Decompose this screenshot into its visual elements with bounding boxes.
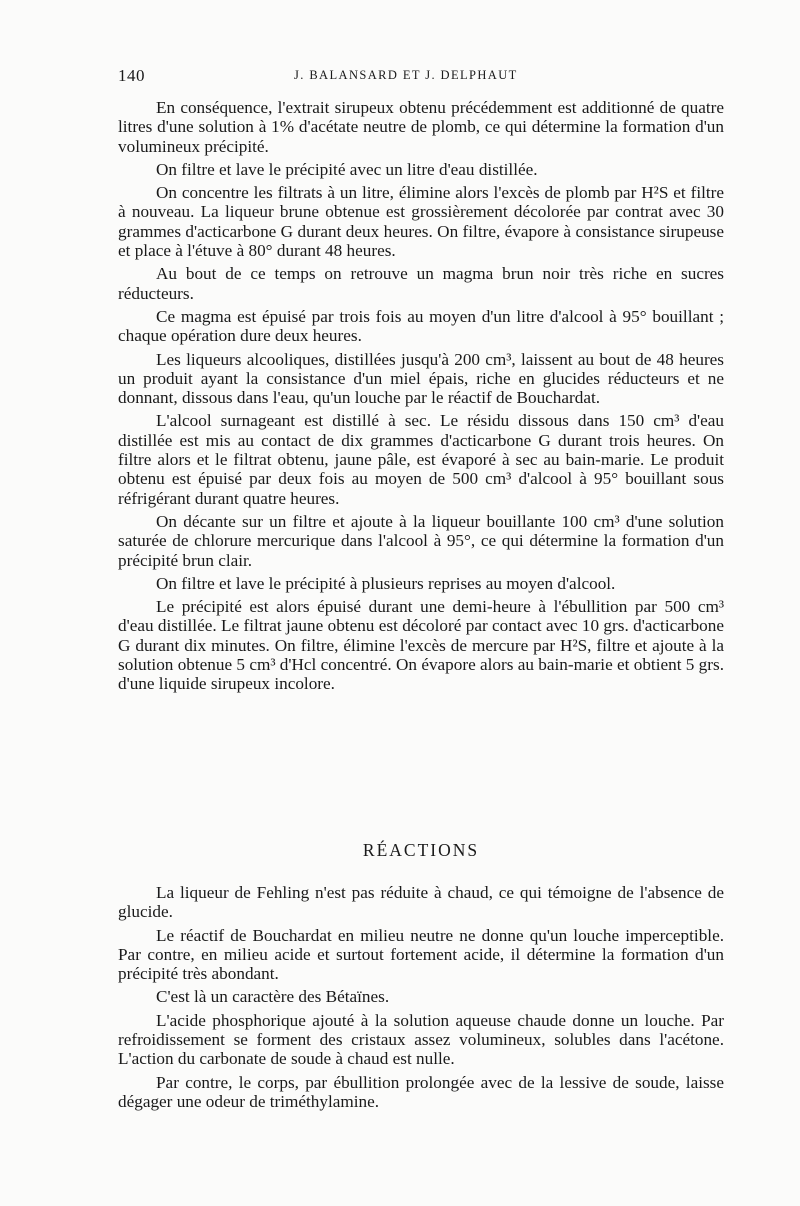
paragraph: En conséquence, l'extrait sirupeux obtenu précédemment est additionné de quatre litres d'une solution à 1% d'acétate neutre de plomb, ce qui détermine la formation d'un volumineux précipité. <box>118 98 724 156</box>
paragraph: Par contre, le corps, par ébullition prolongée avec de la lessive de soude, laisse dégager une odeur de triméthylamine. <box>118 1072 724 1111</box>
running-head: J. BALANSARD ET J. DELPHAUT <box>294 68 518 82</box>
body-text <box>118 98 724 698</box>
paragraph: On filtre et lave le précipité avec un litre d'eau distillée. <box>156 159 538 179</box>
paragraph: L'acide phosphorique ajouté à la solution aqueuse chaude donne un louche. Par refroidissement se forment des cristaux assez volumineux, solubles dans l'acétone. L'action du carbonate de soude à chaud est nulle. <box>118 1010 724 1069</box>
paragraph: Le précipité est alors épuisé durant une demi-heure à l'ébullition par 500 cm³ d'eau distillée. Le filtrat jaune obtenu est décoloré par contact avec 10 grs. d'acticarbone G durant dix minutes. On filtre, élimine l'excès de mercure par H²S, filtre et ajoute à la solution obtenue 5 cm³ d'Hcl concentré. On évapore alors au bain-marie et obtient 5 grs. d'une liquide sirupeux incolore. <box>118 597 724 694</box>
paragraph: On concentre les filtrats à un litre, élimine alors l'excès de plomb par H²S et filtre à nouveau. La liqueur brune obtenue est grossièrement décolorée par contrat avec 30 grammes d'acticarbone G durant deux heures. On filtre, évapore à consistance sirupeuse et place à l'étuve à 80° durant 48 heures. <box>118 183 724 261</box>
paragraph: On filtre et lave le précipité à plusieurs reprises au moyen d'alcool. <box>156 573 616 593</box>
paragraph: C'est là un caractère des Bétaïnes. <box>156 987 390 1007</box>
paragraph: Le réactif de Bouchardat en milieu neutre ne donne qu'un louche imperceptible. Par contre, en milieu acide et surtout fortement acide, il détermine la formation d'un précipité très abondant. <box>118 925 724 984</box>
paragraph: L'alcool surnageant est distillé à sec. Le résidu dissous dans 150 cm³ d'eau distillée est mis au contact de dix grammes d'acticarbone G durant trois heures. On filtre alors et le filtrat obtenu, jaune pâle, est évaporé à sec au bain-marie. Le produit obtenu est épuisé par deux fois au moyen de 500 cm³ d'alcool à 95° bouillant sous réfrigérant durant quatre heures. <box>118 411 724 508</box>
paragraph: On décante sur un filtre et ajoute à la liqueur bouillante 100 cm³ d'une solution saturée de chlorure mercurique dans l'alcool à 95°, ce qui détermine la formation d'un précipité brun clair. <box>118 511 724 570</box>
paragraph: Ce magma est épuisé par trois fois au moyen d'un litre d'alcool à 95° bouillant ; chaque opération dure deux heures. <box>118 306 724 346</box>
page-number: 140 <box>118 66 145 85</box>
section-heading: RÉACTIONS <box>362 840 480 860</box>
paragraph: La liqueur de Fehling n'est pas réduite à chaud, ce qui témoigne de l'absence de glucide. <box>118 883 724 922</box>
paragraph: Les liqueurs alcooliques, distillées jusqu'à 200 cm³, laissent au bout de 48 heures un produit ayant la consistance d'un miel épais, riche en glucides réducteurs et ne donnant, dissous dans l'eau, qu'un louche par le réactif de Bouchardat. <box>118 349 724 408</box>
reactions-text <box>118 883 724 1115</box>
paragraph: Au bout de ce temps on retrouve un magma brun noir très riche en sucres réducteurs. <box>118 264 724 303</box>
